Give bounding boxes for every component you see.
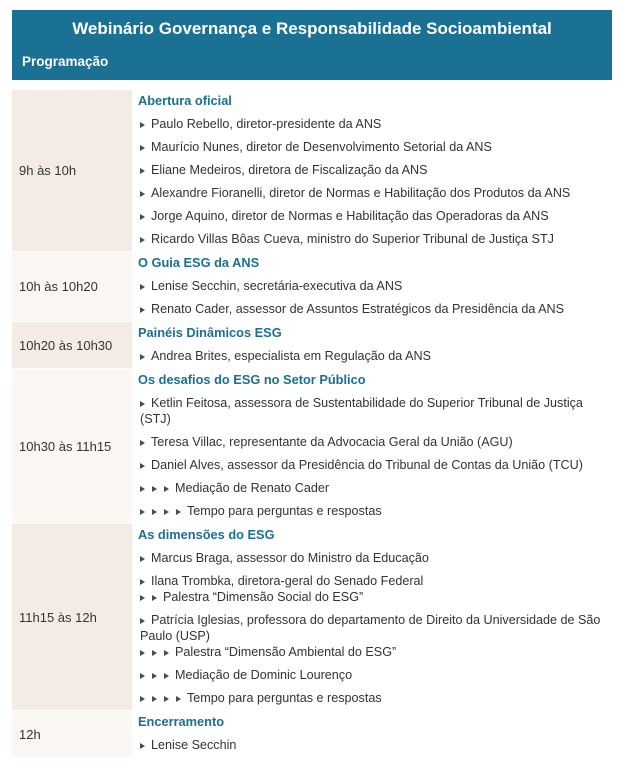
sub-item-text: Palestra “Dimensão Ambiental do ESG” xyxy=(175,645,397,659)
speaker-text: Ricardo Villas Bôas Cueva, ministro do Superior Tribunal de Justiça STJ xyxy=(151,232,554,246)
bullet-arrow-icon xyxy=(140,509,145,515)
session-title: Painéis Dinâmicos ESG xyxy=(134,322,612,345)
list-item xyxy=(134,609,612,664)
bullet-arrow-icon xyxy=(140,284,145,290)
session-items xyxy=(132,90,612,251)
time-slot: 10h30 às 11h15 xyxy=(12,369,132,523)
speaker-text: Lenise Secchin, secretária-executiva da ANS xyxy=(151,279,403,293)
sub-item-text: Palestra “Dimensão Social do ESG” xyxy=(163,590,364,604)
bullet-arrow-icon xyxy=(140,579,145,585)
time-slot: 10h às 10h20 xyxy=(12,252,132,321)
list-item xyxy=(134,431,612,454)
list-item xyxy=(134,500,612,523)
bullet-arrow-icon xyxy=(152,509,157,515)
speaker-text: Lenise Secchin xyxy=(151,738,237,752)
time-slot: 12h xyxy=(12,711,132,757)
list-item xyxy=(134,275,612,298)
session-items xyxy=(132,524,612,710)
bullet-arrow-icon xyxy=(140,401,145,407)
bullet-arrow-icon xyxy=(176,509,181,515)
schedule-block xyxy=(12,252,612,322)
schedule-block xyxy=(12,322,612,369)
speaker-text: Ilana Trombka, diretora-geral do Senado Federal xyxy=(151,574,424,588)
page-title: Webinário Governança e Responsabilidade Socioambiental xyxy=(72,19,552,38)
list-item xyxy=(134,182,612,205)
bullet-arrow-icon xyxy=(152,486,157,492)
bullet-arrow-icon xyxy=(152,650,157,656)
list-item xyxy=(134,159,612,182)
list-item xyxy=(134,298,612,321)
speaker-text: Patrícia Iglesias, professora do departamento de Direito da Universidade de São Paulo (USP) xyxy=(140,613,601,643)
session-title: Os desafios do ESG no Setor Público xyxy=(134,369,612,392)
bullet-arrow-icon xyxy=(140,354,145,360)
bullet-arrow-icon xyxy=(140,145,145,151)
schedule-block xyxy=(12,369,612,524)
list-item xyxy=(134,392,612,431)
list-item xyxy=(134,687,612,710)
bullet-arrow-icon xyxy=(164,673,169,679)
bullet-arrow-icon xyxy=(152,673,157,679)
bullet-arrow-icon xyxy=(140,191,145,197)
list-item xyxy=(134,547,612,570)
program-document xyxy=(12,10,612,758)
bullet-arrow-icon xyxy=(140,237,145,243)
bullet-arrow-icon xyxy=(140,556,145,562)
speaker-text: Tempo para perguntas e respostas xyxy=(187,691,382,705)
list-item xyxy=(134,454,612,477)
bullet-arrow-icon xyxy=(140,673,145,679)
speaker-text: Maurício Nunes, diretor de Desenvolvimento Setorial da ANS xyxy=(151,140,492,154)
speaker-text: Marcus Braga, assessor do Ministro da Educação xyxy=(151,551,429,565)
schedule-table xyxy=(12,90,612,758)
header xyxy=(12,10,612,80)
bullet-arrow-icon xyxy=(140,618,145,624)
bullet-arrow-icon xyxy=(140,696,145,702)
bullet-arrow-icon xyxy=(140,650,145,656)
speaker-text: Daniel Alves, assessor da Presidência do Tribunal de Contas da União (TCU) xyxy=(151,458,583,472)
bullet-arrow-icon xyxy=(164,486,169,492)
list-item xyxy=(134,113,612,136)
speaker-text: Paulo Rebello, diretor-presidente da ANS xyxy=(151,117,382,131)
list-item xyxy=(134,734,612,757)
list-item xyxy=(134,228,612,251)
bullet-arrow-icon xyxy=(152,696,157,702)
session-items xyxy=(132,369,612,523)
bullet-arrow-icon xyxy=(140,440,145,446)
list-item xyxy=(134,664,612,687)
time-slot: 11h15 às 12h xyxy=(12,524,132,710)
session-title: Abertura oficial xyxy=(134,90,612,113)
bullet-arrow-icon xyxy=(164,696,169,702)
session-title: O Guia ESG da ANS xyxy=(134,252,612,275)
schedule-block xyxy=(12,90,612,252)
session-title: As dimensões do ESG xyxy=(134,524,612,547)
session-title: Encerramento xyxy=(134,711,612,734)
time-slot: 10h20 às 10h30 xyxy=(12,322,132,368)
schedule-block xyxy=(12,524,612,711)
speaker-text: Renato Cader, assessor de Assuntos Estratégicos da Presidência da ANS xyxy=(151,302,565,316)
time-slot: 9h às 10h xyxy=(12,90,132,251)
session-items xyxy=(132,252,612,321)
bullet-arrow-icon xyxy=(164,650,169,656)
speaker-text: Alexandre Fioranelli, diretor de Normas e Habilitação dos Produtos da ANS xyxy=(151,186,571,200)
bullet-arrow-icon xyxy=(176,696,181,702)
bullet-arrow-icon xyxy=(140,307,145,313)
list-item xyxy=(134,345,612,368)
program-subtitle: Programação xyxy=(22,54,109,69)
speaker-text: Tempo para perguntas e respostas xyxy=(187,504,382,518)
list-item xyxy=(134,570,612,609)
sub-item xyxy=(140,644,608,660)
speaker-text: Teresa Villac, representante da Advocacia Geral da União (AGU) xyxy=(151,435,513,449)
bullet-arrow-icon xyxy=(140,595,145,601)
bullet-arrow-icon xyxy=(164,509,169,515)
list-item xyxy=(134,136,612,159)
speaker-text: Jorge Aquino, diretor de Normas e Habilitação das Operadoras da ANS xyxy=(151,209,549,223)
speaker-text: Mediação de Renato Cader xyxy=(175,481,330,495)
bullet-arrow-icon xyxy=(140,168,145,174)
speaker-text: Andrea Brites, especialista em Regulação da ANS xyxy=(151,349,432,363)
bullet-arrow-icon xyxy=(140,743,145,749)
bullet-arrow-icon xyxy=(140,122,145,128)
speaker-text: Mediação de Dominic Lourenço xyxy=(175,668,353,682)
schedule-block xyxy=(12,711,612,758)
bullet-arrow-icon xyxy=(152,595,157,601)
sub-item xyxy=(140,589,608,605)
bullet-arrow-icon xyxy=(140,463,145,469)
session-items xyxy=(132,711,612,757)
bullet-arrow-icon xyxy=(140,486,145,492)
list-item xyxy=(134,205,612,228)
session-items xyxy=(132,322,612,368)
list-item xyxy=(134,477,612,500)
bullet-arrow-icon xyxy=(140,214,145,220)
speaker-text: Ketlin Feitosa, assessora de Sustentabilidade do Superior Tribunal de Justiça (STJ) xyxy=(140,396,583,426)
speaker-text: Eliane Medeiros, diretora de Fiscalização da ANS xyxy=(151,163,428,177)
